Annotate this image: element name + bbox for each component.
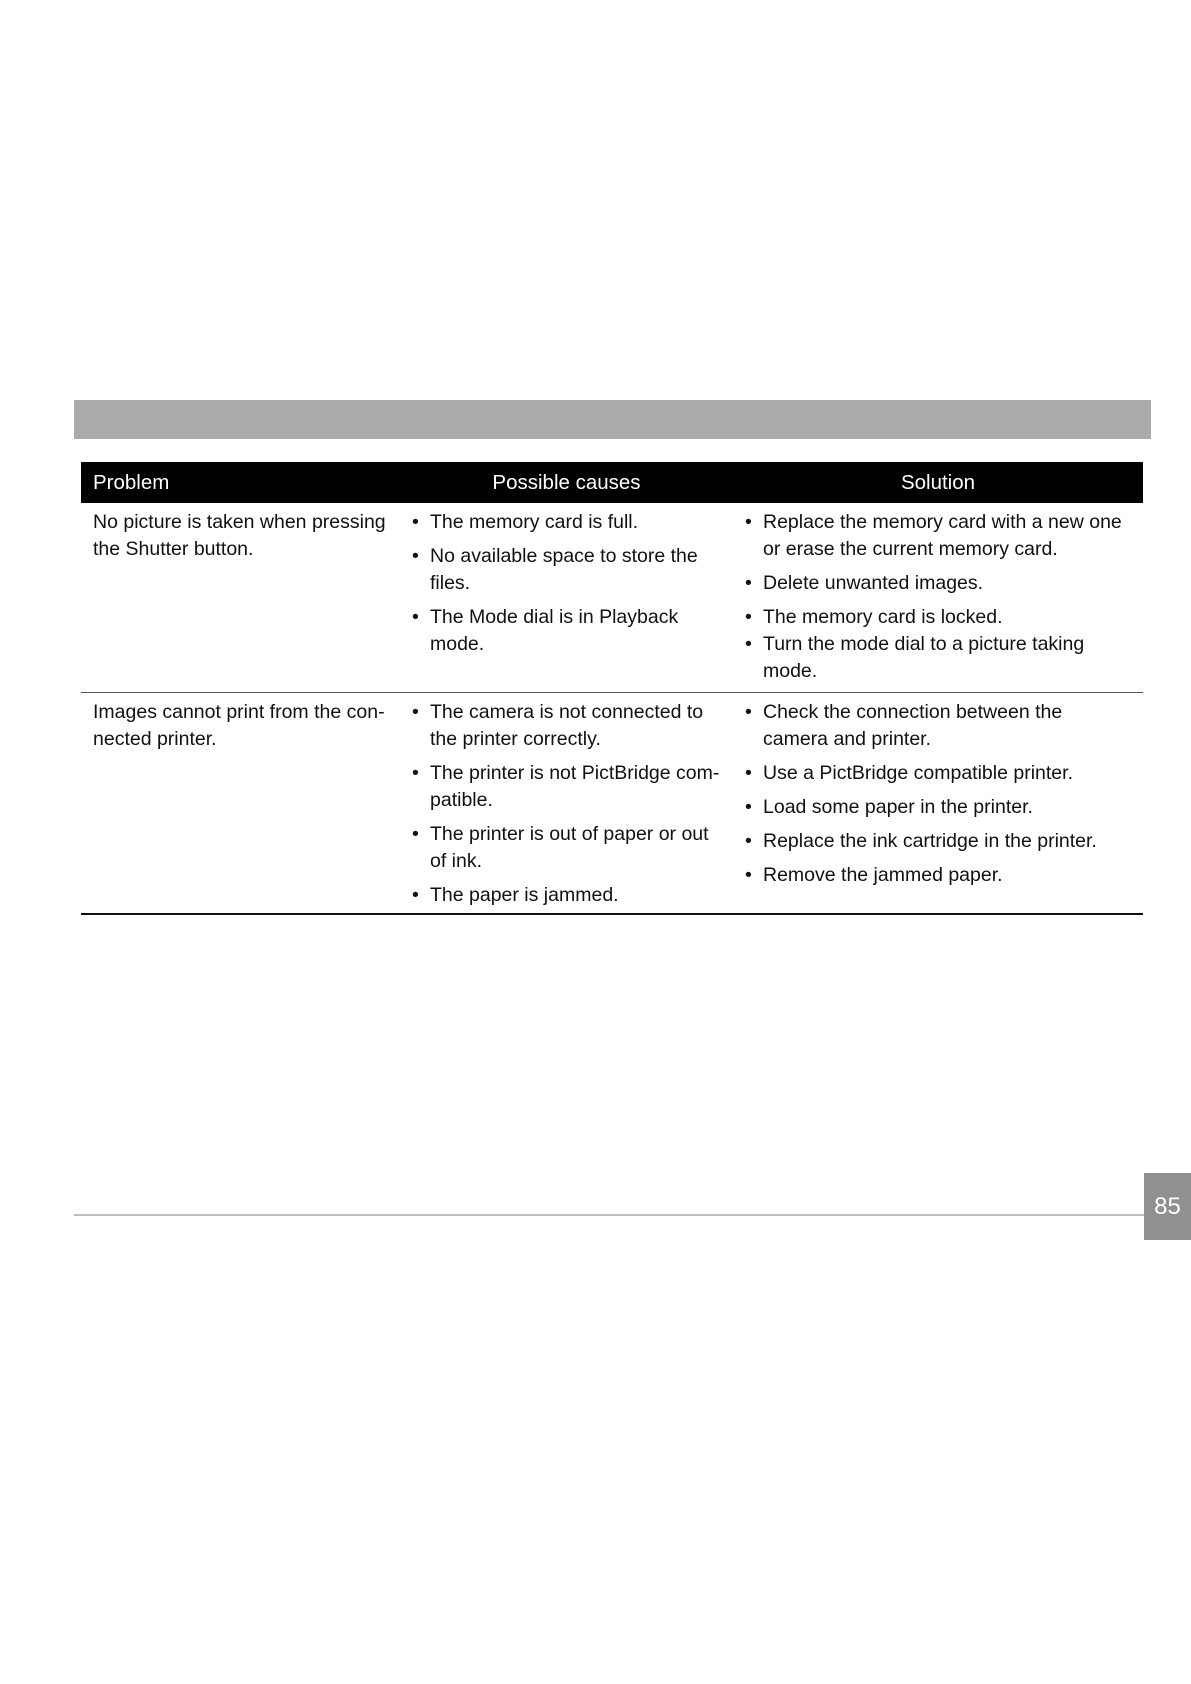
causes-cell	[400, 693, 733, 915]
list-item: • The printer is out of paper or out of ink.	[412, 821, 721, 875]
solution-cell	[733, 503, 1143, 693]
causes-list	[412, 509, 721, 658]
table-row	[81, 693, 1143, 915]
solution-cell	[733, 693, 1143, 915]
causes-cell	[400, 503, 733, 693]
list-item: • Use a PictBridge compatible printer.	[745, 760, 1131, 787]
list-item: • Turn the mode dial to a picture taking mode.	[745, 631, 1131, 685]
list-item: • The memory card is full.	[412, 509, 721, 536]
troubleshooting-table	[81, 462, 1143, 915]
list-item: • The camera is not connected to the printer correctly.	[412, 699, 721, 753]
header-possible-causes: Possible causes	[400, 462, 733, 503]
list-item: • Remove the jammed paper.	[745, 862, 1131, 889]
list-item: • Check the connection between the camera and printer.	[745, 699, 1131, 753]
problem-cell: Images cannot print from the con-nected printer.	[81, 693, 400, 915]
list-item: • The Mode dial is in Playback mode.	[412, 604, 721, 658]
section-header-band	[74, 400, 1151, 439]
list-item: • Replace the ink cartridge in the printer.	[745, 828, 1131, 855]
list-item: • Delete unwanted images.	[745, 570, 1131, 597]
problem-cell: No picture is taken when pressing the Shutter button.	[81, 503, 400, 693]
header-solution: Solution	[733, 462, 1143, 503]
page-number: 85	[1144, 1173, 1191, 1240]
list-item: • Replace the memory card with a new one or erase the current memory card.	[745, 509, 1131, 563]
list-item: • The paper is jammed.	[412, 882, 721, 909]
list-item: • The printer is not PictBridge com-patible.	[412, 760, 721, 814]
list-item: • No available space to store the files.	[412, 543, 721, 597]
table-row	[81, 503, 1143, 693]
header-row	[81, 462, 1143, 503]
list-item: • The memory card is locked.	[745, 604, 1131, 631]
header-problem: Problem	[81, 462, 400, 503]
table-header	[81, 462, 1143, 503]
footer-divider	[74, 1214, 1144, 1216]
solutions-list	[745, 699, 1131, 889]
causes-list	[412, 699, 721, 909]
solutions-list	[745, 509, 1131, 685]
list-item: • Load some paper in the printer.	[745, 794, 1131, 821]
